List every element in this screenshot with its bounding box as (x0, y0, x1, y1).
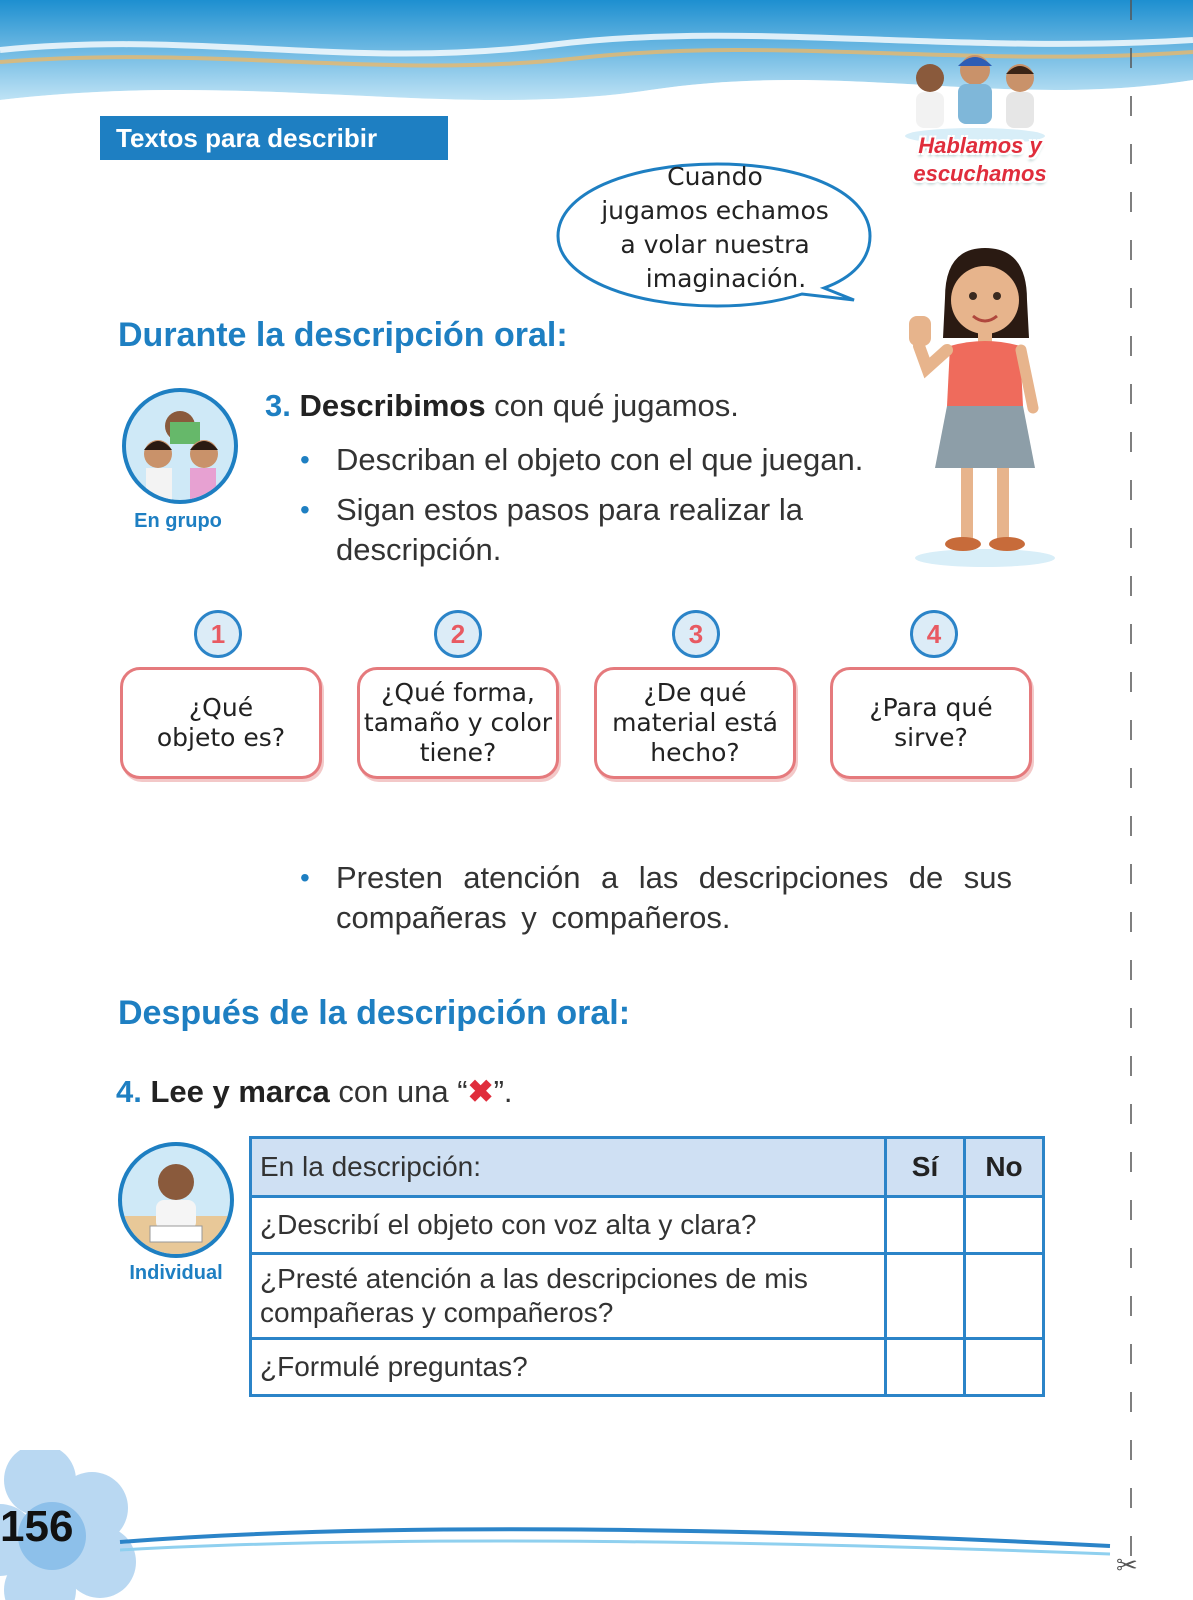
table-header-description: En la descripción: (251, 1138, 886, 1197)
bullet-text: Presten atención a las descripciones de sus compañeras y compañeros. (336, 860, 1012, 935)
yes-checkbox-cell[interactable] (886, 1254, 965, 1339)
step-text: ¿Qué forma, tamaño y color tiene? (363, 678, 553, 767)
question-cell: ¿Describí el objeto con voz alta y clara? (251, 1197, 886, 1254)
table-row (251, 1197, 1044, 1254)
bubble-line: imaginación. (645, 264, 807, 293)
section-tab: Textos para describir (100, 116, 448, 160)
child-writing-icon (122, 1146, 230, 1254)
task-instruction: con qué jugamos. (485, 388, 739, 423)
bullet-dot: • (300, 444, 310, 475)
bullet-item (300, 490, 860, 570)
no-checkbox-cell[interactable] (965, 1197, 1044, 1254)
table-header-yes: Sí (886, 1138, 965, 1197)
x-mark-icon: ✖ (467, 1074, 494, 1109)
bubble-line: a volar nuestra (620, 230, 810, 259)
step-text: ¿De qué material está hecho? (612, 678, 778, 767)
cut-line (1126, 0, 1136, 1600)
table-row (251, 1339, 1044, 1396)
bullet-item (300, 440, 940, 480)
page-number: 156 (0, 1502, 74, 1551)
bullet-text: Describan el objeto con el que juegan. (336, 442, 864, 477)
question-cell: ¿Formulé preguntas? (251, 1339, 886, 1396)
individual-avatar (118, 1142, 234, 1258)
step-box-2 (357, 667, 559, 779)
group-mode-label: En grupo (134, 510, 222, 532)
bullet-item (300, 858, 1012, 938)
task-number: 3. (265, 388, 291, 423)
bullet-dot: • (300, 494, 310, 525)
step-number-2: 2 (434, 610, 482, 658)
bullet-dot: • (300, 862, 310, 893)
no-checkbox-cell[interactable] (965, 1339, 1044, 1396)
task-instruction: con una “ (329, 1074, 468, 1109)
scissors-icon: ✂ (1116, 1550, 1138, 1580)
footer-decoration (0, 1450, 1193, 1600)
bubble-line: Cuando (667, 162, 763, 191)
table-row (251, 1254, 1044, 1339)
step-text: ¿Para qué sirve? (869, 693, 993, 752)
task-4 (116, 1074, 513, 1110)
during-heading: Durante la descripción oral: (118, 316, 568, 354)
bubble-line: jugamos echamos (601, 196, 829, 225)
task-number: 4. (116, 1074, 142, 1109)
yes-checkbox-cell[interactable] (886, 1339, 965, 1396)
bullet-text: Sigan estos pasos para realizar la descripción. (336, 492, 803, 567)
task-verb: Describimos (299, 388, 486, 423)
no-checkbox-cell[interactable] (965, 1254, 1044, 1339)
self-evaluation-table (249, 1136, 1045, 1397)
individual-mode-label: Individual (129, 1262, 223, 1284)
table-header-no: No (965, 1138, 1044, 1197)
question-cell: ¿Presté atención a las descripciones de mis compañeras y compañeros? (251, 1254, 886, 1339)
group-kids-icon (126, 392, 234, 500)
task-3 (265, 388, 739, 424)
group-avatar (122, 388, 238, 504)
after-heading: Después de la descripción oral: (118, 994, 631, 1032)
corner-label: Hablamos y escuchamos (913, 133, 1047, 186)
step-box-4 (830, 667, 1032, 779)
step-number-1: 1 (194, 610, 242, 658)
step-box-1 (120, 667, 322, 779)
kids-playing-illustration (900, 48, 1050, 144)
yes-checkbox-cell[interactable] (886, 1197, 965, 1254)
step-text: ¿Qué objeto es? (156, 693, 286, 752)
task-instruction-end: ”. (493, 1074, 513, 1109)
girl-thumbs-up-illustration (905, 238, 1065, 568)
table-header-row (251, 1138, 1044, 1197)
speech-bubble-text (590, 160, 840, 296)
step-box-3 (594, 667, 796, 779)
step-number-4: 4 (910, 610, 958, 658)
step-number-3: 3 (672, 610, 720, 658)
task-verb: Lee y marca (150, 1074, 330, 1109)
